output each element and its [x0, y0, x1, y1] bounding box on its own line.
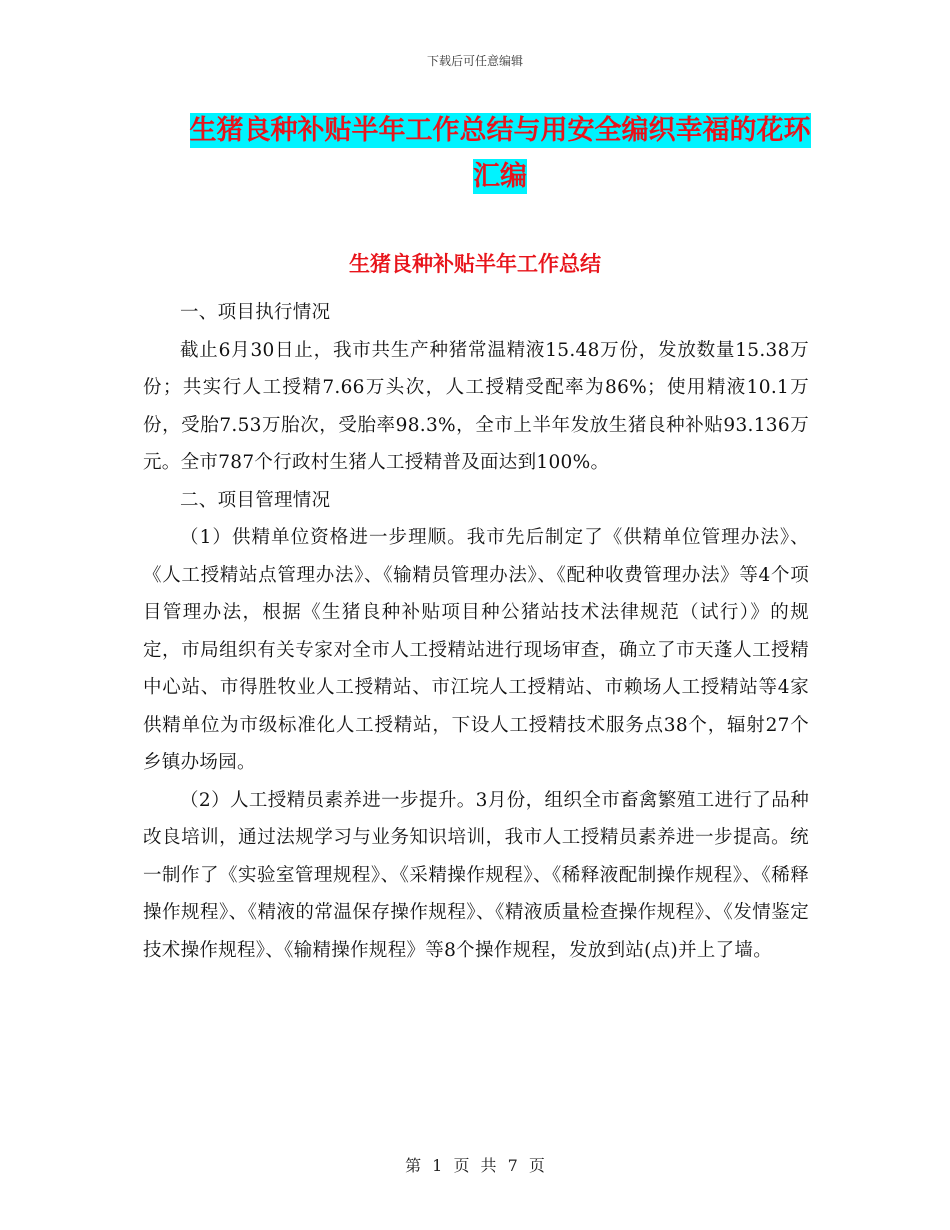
- section-title: 生猪良种补贴半年工作总结: [349, 252, 601, 276]
- main-title-line-1: 生猪良种补贴半年工作总结与用安全编织幸福的花环: [189, 115, 811, 146]
- header-note: 下载后可任意编辑: [426, 54, 523, 68]
- main-title-line-2: 汇编: [473, 161, 527, 192]
- paragraph-management-2: （2）人工授精员素养进一步提升。3月份，组织全市畜禽繁殖工进行了品种改良培训，通过法规学习与业务知识培训，我市人工授精员素养进一步提高。统一制作了《实验室管理规程》、《采精操作规程》、《稀释液配制操作规程》、《稀释操作规程》、《精液的常温保存操作规程》、《精液质量检查操作规程》、《发情鉴定技术操作规程》、《输精操作规程》等8个操作规程，发放到站(点)并上了墙。: [143, 789, 809, 961]
- heading-project-execution: 一、项目执行情况: [180, 302, 331, 323]
- heading-project-management: 二、项目管理情况: [180, 489, 331, 511]
- document-body: [143, 294, 809, 969]
- page-footer: 第 1 页 共 7 页: [405, 1156, 545, 1175]
- main-title: [150, 108, 850, 200]
- paragraph-execution-details: 截止6月30日止，我市共生产种猪常温精液15.48万份，发放数量15.38万份；共实行人工授精7.66万头次，人工授精受配率为86%；使用精液10.1万份，受胎7.53万胎次，受胎率98.3%，全市上半年发放生猪良种补贴93.136万元。全市787个行政村生猪人工授精普及面达到100%。: [143, 339, 809, 473]
- paragraph-management-1: （1）供精单位资格进一步理顺。我市先后制定了《供精单位管理办法》、《人工授精站点管理办法》、《输精员管理办法》、《配种收费管理办法》等4个项目管理办法，根据《生猪良种补贴项目种公猪站技术法律规范（试行）》的规定，市局组织有关专家对全市人工授精站进行现场审查，确立了市天蓬人工授精中心站、市得胜牧业人工授精站、市江垸人工授精站、市赖场人工授精站等4家供精单位为市级标准化人工授精站，下设人工授精技术服务点38个，辐射27个乡镇办场园。: [143, 527, 809, 773]
